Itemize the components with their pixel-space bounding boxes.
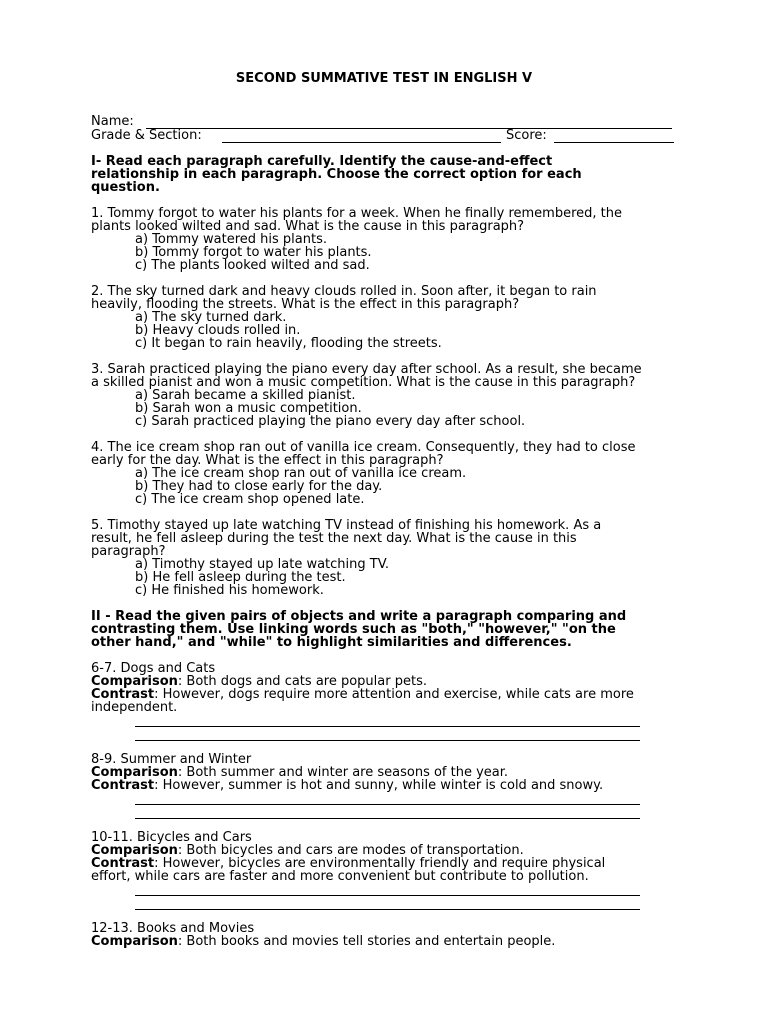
contrast-label: Contrast <box>91 856 155 871</box>
comparison-label: Comparison <box>91 765 178 780</box>
page-title: SECOND SUMMATIVE TEST IN ENGLISH V <box>235 71 533 86</box>
item-heading: 8-9. Summer and Winter <box>91 752 252 767</box>
contrast-text: : However, bicycles are environmentally friendly and require physical <box>154 856 606 871</box>
part1-instructions-line: I- Read each paragraph carefully. Identify the cause-and-effect <box>91 154 553 169</box>
answer-line[interactable] <box>135 726 640 727</box>
question-2-option-c: c) It began to rain heavily, flooding the streets. <box>135 336 442 351</box>
comparison-text: : Both books and movies tell stories and entertain people. <box>177 934 556 949</box>
answer-line[interactable] <box>135 804 640 805</box>
answer-line[interactable] <box>135 895 640 896</box>
grade-section-blank[interactable] <box>222 142 501 143</box>
item-heading: 6-7. Dogs and Cats <box>91 661 216 676</box>
part1-instructions-line: relationship in each paragraph. Choose the correct option for each <box>91 167 582 182</box>
comparison-text: : Both bicycles and cars are modes of transportation. <box>177 843 524 858</box>
question-1-option-c: c) The plants looked wilted and sad. <box>135 258 370 273</box>
comparison-text: : Both dogs and cats are popular pets. <box>177 674 427 689</box>
comparison-label: Comparison <box>91 934 178 949</box>
question-5-option-a: a) Timothy stayed up late watching TV. <box>135 557 390 572</box>
comparison-label: Comparison <box>91 674 178 689</box>
answer-line[interactable] <box>135 740 640 741</box>
question-1-option-a: a) Tommy watered his plants. <box>135 232 327 247</box>
question-3-text: a skilled pianist and won a music competition. What is the cause in this paragraph? <box>91 375 636 390</box>
answer-line[interactable] <box>135 818 640 819</box>
question-5-text: 5. Timothy stayed up late watching TV instead of finishing his homework. As a <box>91 518 602 533</box>
part2-instructions-line: other hand," and "while" to highlight similarities and differences. <box>91 635 572 650</box>
name-blank[interactable] <box>146 128 672 129</box>
name-label: Name: <box>91 114 134 129</box>
question-4-option-c: c) The ice cream shop opened late. <box>135 492 365 507</box>
question-4-text: early for the day. What is the effect in this paragraph? <box>91 453 444 468</box>
part1-instructions-line: question. <box>91 180 160 195</box>
contrast-label: Contrast <box>91 687 155 702</box>
score-blank[interactable] <box>554 142 674 143</box>
score-label: Score: <box>506 128 547 143</box>
question-2-option-b: b) Heavy clouds rolled in. <box>135 323 301 338</box>
question-5-text: paragraph? <box>91 544 166 559</box>
question-5-option-b: b) He fell asleep during the test. <box>135 570 346 585</box>
question-4-option-b: b) They had to close early for the day. <box>135 479 383 494</box>
question-2-text: 2. The sky turned dark and heavy clouds rolled in. Soon after, it began to rain <box>91 284 597 299</box>
question-5-text: result, he fell asleep during the test the next day. What is the cause in this <box>91 531 577 546</box>
item-heading: 12-13. Books and Movies <box>91 921 255 936</box>
contrast-text-cont: effort, while cars are faster and more convenient but contribute to pollution. <box>91 869 589 884</box>
question-3-text: 3. Sarah practiced playing the piano every day after school. As a result, she became <box>91 362 642 377</box>
contrast-label: Contrast <box>91 778 155 793</box>
contrast-line <box>91 779 603 792</box>
question-4-option-a: a) The ice cream shop ran out of vanilla ice cream. <box>135 466 467 481</box>
comparison-label: Comparison <box>91 843 178 858</box>
contrast-text: : However, dogs require more attention and exercise, while cats are more <box>154 687 634 702</box>
item-heading: 10-11. Bicycles and Cars <box>91 830 252 845</box>
question-1-text: 1. Tommy forgot to water his plants for a week. When he finally remembered, the <box>91 206 622 221</box>
grade-section-label: Grade & Section: <box>91 128 202 143</box>
question-2-option-a: a) The sky turned dark. <box>135 310 287 325</box>
part2-instructions-line: II - Read the given pairs of objects and write a paragraph comparing and <box>91 609 627 624</box>
comparison-text: : Both summer and winter are seasons of the year. <box>177 765 509 780</box>
question-1-text: plants looked wilted and sad. What is the cause in this paragraph? <box>91 219 525 234</box>
contrast-text-cont: independent. <box>91 700 178 715</box>
question-2-text: heavily, flooding the streets. What is the effect in this paragraph? <box>91 297 520 312</box>
contrast-text: : However, summer is hot and sunny, while winter is cold and snowy. <box>154 778 604 793</box>
comparison-line <box>91 935 555 948</box>
question-1-option-b: b) Tommy forgot to water his plants. <box>135 245 372 260</box>
question-3-option-a: a) Sarah became a skilled pianist. <box>135 388 356 403</box>
question-4-text: 4. The ice cream shop ran out of vanilla ice cream. Consequently, they had to close <box>91 440 636 455</box>
question-3-option-b: b) Sarah won a music competition. <box>135 401 362 416</box>
question-5-option-c: c) He finished his homework. <box>135 583 324 598</box>
answer-line[interactable] <box>135 909 640 910</box>
question-3-option-c: c) Sarah practiced playing the piano every day after school. <box>135 414 526 429</box>
part2-instructions-line: contrasting them. Use linking words such as "both," "however," "on the <box>91 622 616 637</box>
